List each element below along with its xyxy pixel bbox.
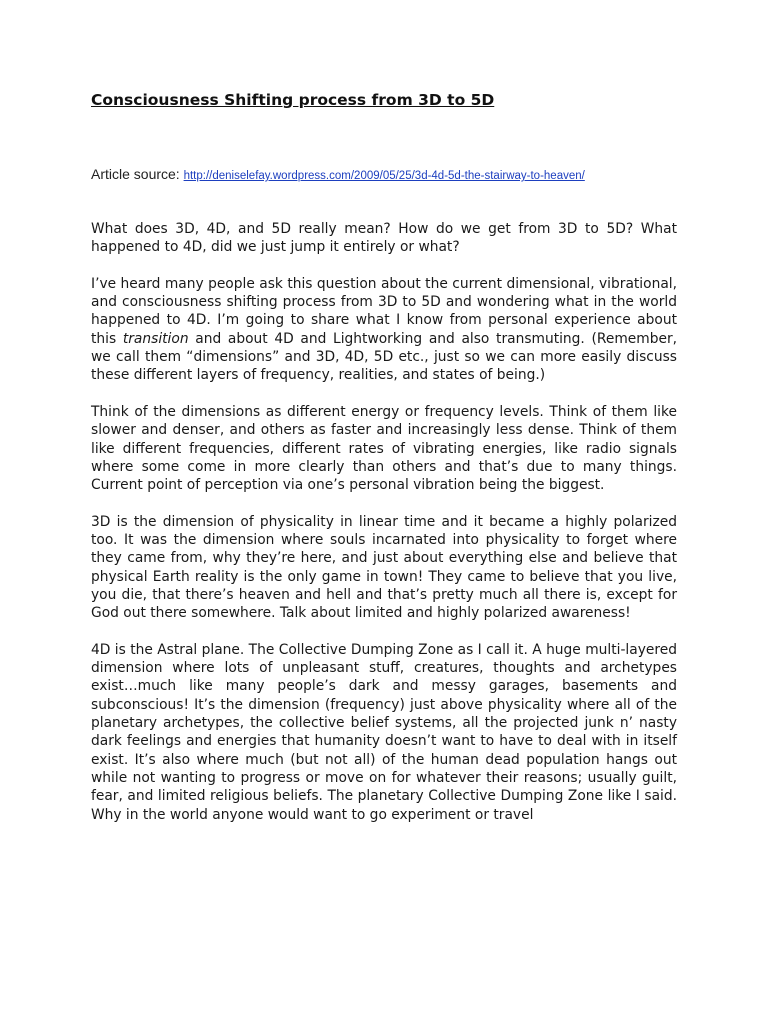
paragraph-2-text-a: I’ve heard many people ask this question about the current dimensional, vibrational, and consciousness shifting process from 3D to 5D and wondering what in the world happened to 4D. I’m going to share what I know from personal experience about this [91,275,677,347]
article-source-label: Article source: [91,166,180,182]
paragraph-5: 4D is the Astral plane. The Collective Dumping Zone as I call it. A huge multi-layered dimension where lots of unpleasant stuff, creatures, thoughts and archetypes exist…much like many people’s dark and messy garages, basements and subconscious! It’s the dimension (frequency) just above physicality where all of the planetary archetypes, the collective belief systems, all the projected junk n’ nasty dark feelings and energies that humanity doesn’t want to have to deal with in itself exist. It’s also where much (but not all) of the human dead population hangs out while not wanting to progress or move on for whatever their reasons; usually guilt, fear, and limited religious beliefs. The planetary Collective Dumping Zone like I said. Why in the world anyone would want to go experiment or travel [91,641,677,823]
paragraph-2 [91,275,677,385]
paragraph-1: What does 3D, 4D, and 5D really mean? How do we get from 3D to 5D? What happened to 4D, did we just jump it entirely or what? [91,221,677,256]
paragraph-3: Think of the dimensions as different energy or frequency levels. Think of them like slower and denser, and others as faster and increasingly less dense. Think of them like different frequencies, different rates of vibrating energies, like radio signals where some come in more clearly than others and that’s due to many things. Current point of perception via one’s personal vibration being the biggest. [91,403,677,494]
paragraph-2-italic-word: transition [122,330,189,347]
article-source-line [91,166,585,182]
paragraph-4: 3D is the dimension of physicality in linear time and it became a highly polarized too. It was the dimension where souls incarnated into physicality to forget where they came from, why they’re here, and just about everything else and believe that physical Earth reality is the only game in town! They came to believe that you live, you die, that there’s heaven and hell and that’s pretty much all there is, except for God out there somewhere. Talk about limited and highly polarized awareness! [91,513,677,622]
article-body [91,220,677,842]
document-title: Consciousness Shifting process from 3D to 5D [91,91,495,109]
article-source-link[interactable]: http://deniselefay.wordpress.com/2009/05/25/3d-4d-5d-the-stairway-to-heaven/ [183,170,585,182]
paragraph-2-text-b: and about 4D and Lightworking and also transmuting. (Remember, we call them “dimensions” and 3D, 4D, 5D etc., just so we can more easily discuss these different layers of frequency, realities, and states of being.) [91,330,677,384]
